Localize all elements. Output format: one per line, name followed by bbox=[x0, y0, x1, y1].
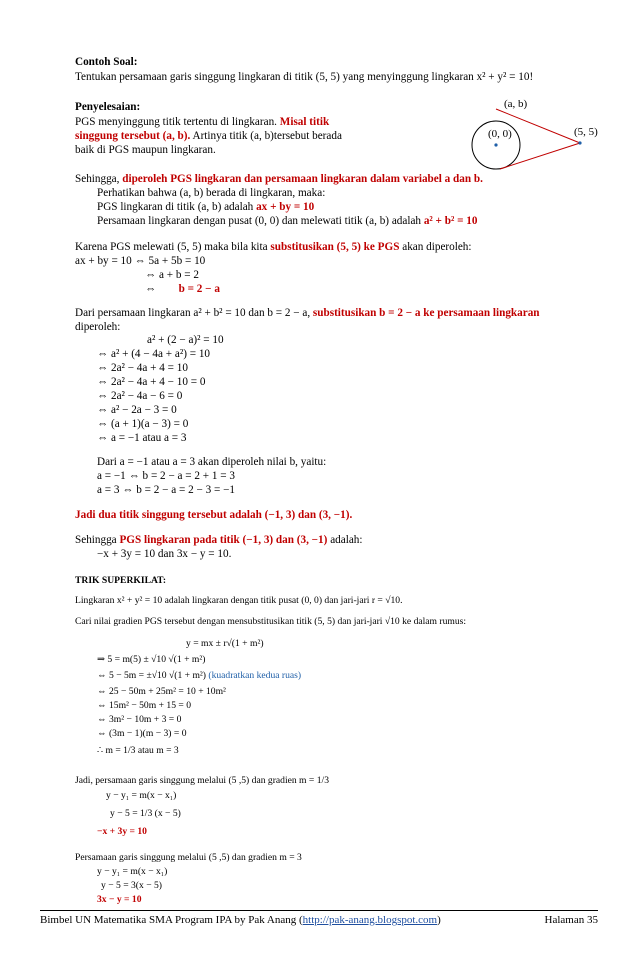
math-line: ⇔ a + b = 2 bbox=[145, 269, 199, 281]
math-line: y − 5 = 1/3 (x − 5) bbox=[110, 808, 181, 819]
math-line: ⇔ b = 2 − a bbox=[145, 283, 220, 295]
text-line: Dari persamaan lingkaran a² + b² = 10 dan b = 2 − a, substitusikan b = 2 − a ke persamaan lingkaran bbox=[75, 307, 540, 319]
math-line: ⇔ a² − 2a − 3 = 0 bbox=[97, 404, 177, 416]
math-line: ⇔ (3m − 1)(m − 3) = 0 bbox=[97, 728, 187, 739]
text-line: PGS menyinggung titik tertentu di lingkaran. Misal titik bbox=[75, 116, 330, 128]
math-line: ⇔ a = −1 atau a = 3 bbox=[97, 432, 187, 444]
blog-link[interactable]: http://pak-anang.blogspot.com bbox=[302, 914, 438, 926]
external-point bbox=[578, 141, 581, 144]
text-line: Cari nilai gradien PGS tersebut dengan mensubstitusikan titik (5, 5) dan jari-jari √10 ke dalam rumus: bbox=[75, 616, 467, 627]
page-footer: Bimbel UN Matematika SMA Program IPA by Pak Anang (http://pak-anang.blogspot.com) Halaman 35 bbox=[40, 910, 598, 926]
example-heading: Contoh Soal: bbox=[75, 56, 138, 68]
text-line: PGS lingkaran di titik (a, b) adalah ax + by = 10 bbox=[97, 201, 315, 213]
math-line: a = 3 ⇔ b = 2 − a = 2 − 3 = −1 bbox=[97, 484, 236, 496]
answer-line: 3x − y = 10 bbox=[97, 894, 142, 905]
trick-heading: TRIK SUPERKILAT: bbox=[75, 575, 167, 586]
conclusion-points: Jadi dua titik singgung tersebut adalah (−1, 3) dan (3, −1). bbox=[75, 509, 353, 521]
text-line: Sehingga PGS lingkaran pada titik (−1, 3) dan (3, −1) adalah: bbox=[75, 534, 363, 546]
text-line: Sehingga, diperoleh PGS lingkaran dan persamaan lingkaran dalam variabel a dan b. bbox=[75, 173, 483, 185]
math-line: ⇔ 3m² − 10m + 3 = 0 bbox=[97, 714, 182, 725]
math-line: y − 5 = 3(x − 5) bbox=[101, 880, 162, 891]
tangent-figure bbox=[470, 95, 610, 180]
math-line: y − y₁ = m(x − x₁) bbox=[97, 866, 168, 877]
text-line: Karena PGS melewati (5, 5) maka bila kita substitusikan (5, 5) ke PGS akan diperoleh: bbox=[75, 241, 472, 253]
math-line: ax + by = 10 ⇔ 5a + 5b = 10 bbox=[75, 255, 206, 267]
center-point bbox=[494, 143, 497, 146]
math-line: y = mx ± r√(1 + m²) bbox=[186, 638, 264, 649]
text-line: Jadi, persamaan garis singgung melalui (5 ,5) dan gradien m = 1/3 bbox=[75, 775, 329, 786]
math-line: ⇔ 25 − 50m + 25m² = 10 + 10m² bbox=[97, 686, 226, 697]
math-line: ⇒ 5 = m(5) ± √10 √(1 + m²) bbox=[97, 654, 206, 665]
math-line: ⇔ 2a² − 4a − 6 = 0 bbox=[97, 390, 183, 402]
text-line: Persamaan garis singgung melalui (5 ,5) dan gradien m = 3 bbox=[75, 852, 302, 863]
problem-statement: Tentukan persamaan garis singgung lingkaran di titik (5, 5) yang menyinggung lingkaran x² + y² = 10! bbox=[75, 71, 534, 83]
math-line: ∴ m = 1/3 atau m = 3 bbox=[97, 745, 179, 756]
math-line: a² + (2 − a)² = 10 bbox=[147, 334, 224, 346]
math-line: ⇔ 2a² − 4a + 4 − 10 = 0 bbox=[97, 376, 206, 388]
answer-line: −x + 3y = 10 bbox=[97, 826, 147, 837]
math-line: ⇔ 5 − 5m = ±√10 √(1 + m²) (kuadratkan kedua ruas) bbox=[97, 670, 302, 681]
page-number: Halaman 35 bbox=[544, 914, 598, 926]
math-line: ⇔ (a + 1)(a − 3) = 0 bbox=[97, 418, 189, 430]
label-point: (5, 5) bbox=[574, 126, 598, 138]
text-line: baik di PGS maupun lingkaran. bbox=[75, 144, 216, 156]
label-ab: (a, b) bbox=[504, 98, 528, 110]
text-line: singgung tersebut (a, b). Artinya titik (a, b)tersebut berada bbox=[75, 130, 342, 142]
tangent-line-lower bbox=[500, 143, 580, 169]
text-line: Dari a = −1 atau a = 3 akan diperoleh nilai b, yaitu: bbox=[97, 456, 327, 468]
text-line: Persamaan lingkaran dengan pusat (0, 0) dan melewati titik (a, b) adalah a² + b² = 10 bbox=[97, 215, 478, 227]
math-line: −x + 3y = 10 dan 3x − y = 10. bbox=[97, 548, 232, 560]
label-center: (0, 0) bbox=[488, 128, 512, 140]
math-line: y − y₁ = m(x − x₁) bbox=[106, 790, 177, 801]
footer-text: Bimbel UN Matematika SMA Program IPA by Pak Anang ( bbox=[40, 914, 303, 926]
solution-heading: Penyelesaian: bbox=[75, 101, 141, 113]
text-line: diperoleh: bbox=[75, 321, 121, 333]
text-line: Perhatikan bahwa (a, b) berada di lingkaran, maka: bbox=[97, 187, 326, 199]
text-line: Lingkaran x² + y² = 10 adalah lingkaran dengan titik pusat (0, 0) dan jari-jari r = √10. bbox=[75, 595, 403, 606]
math-line: ⇔ a² + (4 − 4a + a²) = 10 bbox=[97, 348, 211, 360]
math-line: ⇔ 15m² − 50m + 15 = 0 bbox=[97, 700, 191, 711]
math-line: a = −1 ⇔ b = 2 − a = 2 + 1 = 3 bbox=[97, 470, 236, 482]
math-line: ⇔ 2a² − 4a + 4 = 10 bbox=[97, 362, 188, 374]
